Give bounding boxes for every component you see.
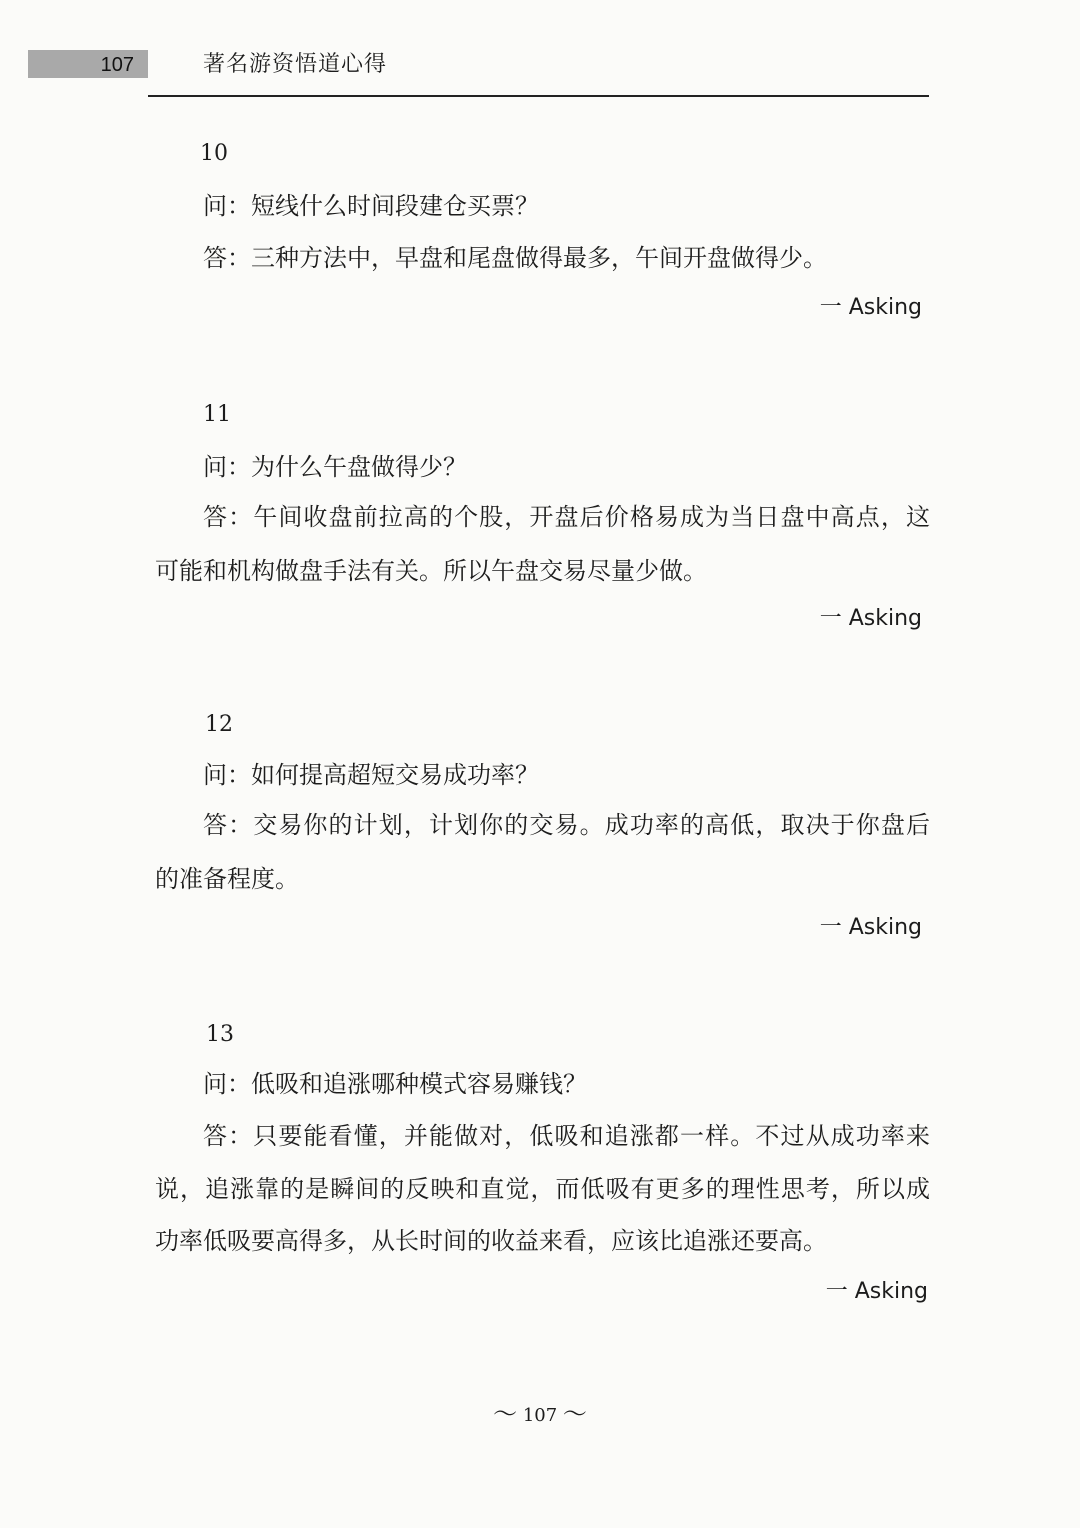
attribution: 一 Asking (819, 915, 922, 940)
footer-page-number (0, 1400, 1080, 1430)
question-text: 问：如何提高超短交易成功率？ (203, 761, 539, 789)
attribution: 一 Asking (825, 1279, 928, 1304)
answer-line: 答：三种方法中，早盘和尾盘做得最多，午间开盘做得少。 (203, 244, 827, 272)
answer-line: 功率低吸要高得多，从长时间的收益来看，应该比追涨还要高。 (155, 1227, 827, 1255)
entry-number: 13 (206, 1022, 234, 1047)
answer-line: 答：交易你的计划，计划你的交易。成功率的高低，取决于你盘后 (203, 811, 930, 839)
footer-tilde-left: ～ (493, 1400, 518, 1428)
header-page-number: 107 (28, 50, 148, 78)
answer-line: 答：午间收盘前拉高的个股，开盘后价格易成为当日盘中高点，这 (203, 503, 930, 531)
entry-number: 11 (203, 402, 231, 427)
question-text: 问：为什么午盘做得少？ (203, 453, 467, 481)
footer-number: 107 (522, 1405, 558, 1426)
question-text: 问：低吸和追涨哪种模式容易赚钱？ (203, 1070, 587, 1098)
attribution: 一 Asking (819, 295, 922, 320)
question-text: 问：短线什么时间段建仓买票？ (203, 192, 539, 220)
answer-line: 的准备程度。 (155, 865, 299, 893)
header-divider (148, 95, 929, 97)
answer-line: 答：只要能看懂，并能做对，低吸和追涨都一样。不过从成功率来 (203, 1122, 930, 1150)
answer-line: 可能和机构做盘手法有关。所以午盘交易尽量少做。 (155, 557, 707, 585)
footer-tilde-right: ～ (562, 1400, 587, 1428)
book-title: 著名游资悟道心得 (203, 52, 388, 77)
entry-number: 10 (200, 141, 228, 166)
attribution: 一 Asking (819, 606, 922, 631)
entry-number: 12 (205, 712, 233, 737)
answer-line: 说，追涨靠的是瞬间的反映和直觉，而低吸有更多的理性思考，所以成 (155, 1175, 930, 1203)
